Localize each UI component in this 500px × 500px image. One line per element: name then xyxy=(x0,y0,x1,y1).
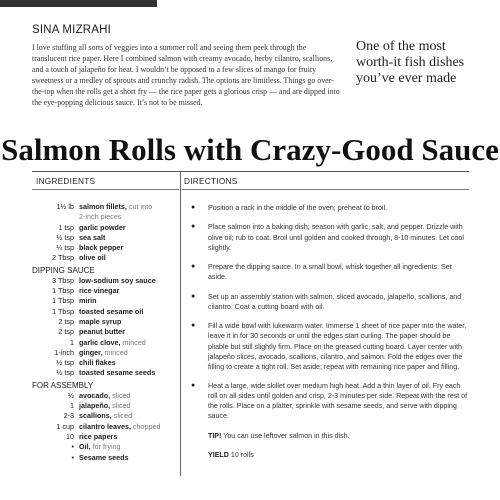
column-divider xyxy=(180,171,181,476)
bullet-icon: ● xyxy=(191,382,196,390)
ingredient-note: sliced xyxy=(110,401,131,411)
ingredients-header: INGREDIENTS xyxy=(36,177,96,186)
ingredient-row xyxy=(32,401,180,411)
directions-header: DIRECTIONS xyxy=(184,177,238,186)
ingredient-row xyxy=(32,358,180,368)
direction-text: Fill a wide bowl with lukewarm water. Immerse 1 sheet of rice paper into the water, leave it in for 30 seconds or until the edges start curling. The paper should be pliable but still slightly firm. Place on the greased cutting board. Layer center with jalapeño slices, avocado, scallions, cilantro, and salmon. Fold the edges over the filling to create a tight roll. Set aside; repeat with remaining rice paper and filling. xyxy=(208,322,467,371)
ingredient-quantity: 1 xyxy=(70,401,74,411)
ingredient-name: rice papers xyxy=(79,431,118,441)
ingredient-row xyxy=(32,223,180,233)
yield-text: 10 rolls xyxy=(230,451,254,460)
ingredient-name: chili flakes xyxy=(79,358,116,368)
dipping-sauce-heading: DIPPING SAUCE xyxy=(32,265,95,275)
assembly-heading: FOR ASSEMBLY xyxy=(32,380,94,390)
direction-step xyxy=(191,203,471,213)
ingredient-quantity: 1-inch xyxy=(54,347,74,357)
ingredient-name: avocado, xyxy=(79,390,111,400)
bullet-icon: ● xyxy=(191,204,196,211)
ingredient-row xyxy=(32,422,180,432)
ingredient-row xyxy=(32,202,180,212)
ingredient-name: ginger, xyxy=(79,347,103,357)
author-name: SINA MIZRAHI xyxy=(32,24,112,36)
ingredient-name: Oil, xyxy=(79,442,91,452)
ingredient-name: black pepper xyxy=(79,243,124,253)
ingredient-quantity: 2-3 xyxy=(63,411,74,421)
ingredient-row xyxy=(32,307,180,317)
ingredient-note: chopped xyxy=(130,421,161,431)
intro-paragraph: I love stuffing all sorts of veggies into a summer roll and seeing them peek through the translucent rice paper. Here I combined salmon with creamy avocado, herby cilantro, scallions, and a touch of jalapeño for heat. I wouldn’t be opposed to a few slices of mango for fruity sweetness or a medley of sprouts and crunchy radish. The options are limitless. Things go over-the-top when the rolls get a short fry — the rice paper gets a glorious crisp — and are dipped into the eye-popping delicious sauce. It’s not to be missed. xyxy=(32,43,340,107)
ingredient-row xyxy=(32,432,180,442)
ingredient-row xyxy=(32,212,180,222)
ingredient-name: maple syrup xyxy=(79,316,122,326)
ingredient-quantity: 1 Tbsp xyxy=(52,296,74,306)
bullet-icon: ● xyxy=(191,263,196,271)
ingredient-name: cilantro leaves, xyxy=(79,421,131,431)
direction-text: Heat a large, wide skillet over medium high heat. Add a thin layer of oil. Fry each roll on all sides until golden and crisp, 2-3 minutes per side. Repeat with the rest of the rolls. Place on a platter, sprinkle with sesame seeds, and serve with dipping sauce. xyxy=(208,382,468,421)
ingredient-quantity: 10 xyxy=(66,431,74,441)
tip-text: You can use leftover salmon in this dish. xyxy=(223,431,350,440)
ingredient-quantity: 1 Tbsp xyxy=(52,306,74,316)
ingredient-quantity: 1 cup xyxy=(56,421,74,431)
ingredient-name: salmon fillets, xyxy=(79,202,127,211)
direction-text: Place salmon into a baking dish; season with garlic, salt, and pepper. Drizzle with olive oil; rub to coat. Broil until golden and cooked through, 8-10 minutes. Let cool slightly. xyxy=(208,223,464,252)
ingredient-row xyxy=(32,233,180,243)
ingredient-quantity: 3 Tbsp xyxy=(52,275,74,285)
ingredient-name: Sesame seeds xyxy=(79,452,129,462)
ingredient-name: garlic clove, xyxy=(79,337,121,347)
ingredient-quantity: • xyxy=(71,452,74,462)
bullet-icon: ● xyxy=(191,223,196,231)
directions-list xyxy=(191,203,471,469)
ingredient-note: minced xyxy=(102,347,128,357)
direction-text: Prepare the dipping sauce. In a small bowl, whisk together all ingredients. Set aside. xyxy=(208,263,452,282)
ingredient-quantity: ¼ tsp xyxy=(56,243,74,253)
ingredient-name: toasted sesame oil xyxy=(79,306,144,316)
ingredient-row xyxy=(32,411,180,421)
ingredient-quantity: 1 xyxy=(70,337,74,347)
ingredient-quantity: ½ tsp xyxy=(56,232,74,242)
ingredient-row xyxy=(32,286,180,296)
ingredient-row xyxy=(32,296,180,306)
title-divider xyxy=(32,171,469,172)
ingredient-quantity: ½ tsp xyxy=(56,368,74,378)
ingredient-quantity: 2 tsp xyxy=(58,316,74,326)
ingredient-quantity: ½ xyxy=(68,390,74,400)
ingredient-name: jalapeño, xyxy=(79,401,111,411)
direction-text: Set up an assembly station with salmon, sliced avocado, jalapeño, scallions, and cilantro. Coat a cutting board with oil. xyxy=(208,292,462,311)
ingredient-row xyxy=(32,348,180,358)
ingredient-quantity: 2 tsp xyxy=(58,327,74,337)
ingredient-row xyxy=(32,453,180,463)
ingredient-name: scallions, xyxy=(79,411,112,421)
ingredient-note: cut into xyxy=(126,202,153,211)
ingredient-name: rice vinegar xyxy=(79,286,120,296)
ingredient-note: 2-inch pieces xyxy=(79,212,122,222)
ingredient-quantity: • xyxy=(71,442,74,452)
ingredient-note: sliced xyxy=(111,411,133,421)
ingredient-name: low-sodium soy sauce xyxy=(79,275,156,285)
ingredient-row xyxy=(32,317,180,327)
direction-step xyxy=(191,321,471,371)
ingredient-quantity xyxy=(32,212,79,222)
ingredient-quantity: 1 tsp xyxy=(58,222,74,232)
ingredient-name: sea salt xyxy=(79,232,106,242)
direction-step xyxy=(191,292,471,312)
yield-note xyxy=(191,450,471,460)
directions-header-rule xyxy=(182,189,469,190)
bullet-icon: ● xyxy=(191,322,196,330)
ingredient-quantity: 2 Tbsp xyxy=(52,253,74,263)
ingredient-name: mirin xyxy=(79,296,97,306)
ingredient-name: garlic powder xyxy=(79,222,126,232)
yield-label: YIELD xyxy=(208,451,229,460)
ingredient-row xyxy=(32,327,180,337)
ingredients-header-rule xyxy=(32,189,179,190)
direction-text: Position a rack in the middle of the oven; preheat to broil. xyxy=(208,204,388,212)
ingredient-note: sliced xyxy=(110,390,131,400)
top-accent-bar xyxy=(0,0,157,7)
ingredient-name: olive oil xyxy=(79,253,106,263)
ingredient-row xyxy=(32,276,180,286)
pull-quote: One of the most worth-it fish dishes you’ve ever made xyxy=(356,39,465,87)
ingredient-row xyxy=(32,243,180,253)
ingredient-quantity: ½ tsp xyxy=(56,358,74,368)
direction-step xyxy=(191,222,471,252)
ingredient-note: for frying xyxy=(90,442,121,452)
ingredients-list xyxy=(32,202,180,463)
ingredient-row xyxy=(32,442,180,452)
tip-label: TIP! xyxy=(208,431,222,440)
ingredient-row xyxy=(32,338,180,348)
bullet-icon: ● xyxy=(191,292,196,300)
direction-step xyxy=(191,262,471,282)
ingredient-row xyxy=(32,253,180,263)
ingredient-note: minced xyxy=(120,337,146,347)
ingredient-quantity: 1½ lb xyxy=(56,202,74,211)
ingredient-row xyxy=(32,368,180,378)
tip-note xyxy=(191,431,471,441)
ingredient-name: toasted sesame seeds xyxy=(79,368,156,378)
ingredient-quantity: 1 Tbsp xyxy=(52,286,74,296)
ingredient-name: peanut butter xyxy=(79,327,125,337)
ingredient-row xyxy=(32,391,180,401)
recipe-title: Salmon Rolls with Crazy-Good Sauce xyxy=(1,132,499,167)
direction-step xyxy=(191,381,471,421)
